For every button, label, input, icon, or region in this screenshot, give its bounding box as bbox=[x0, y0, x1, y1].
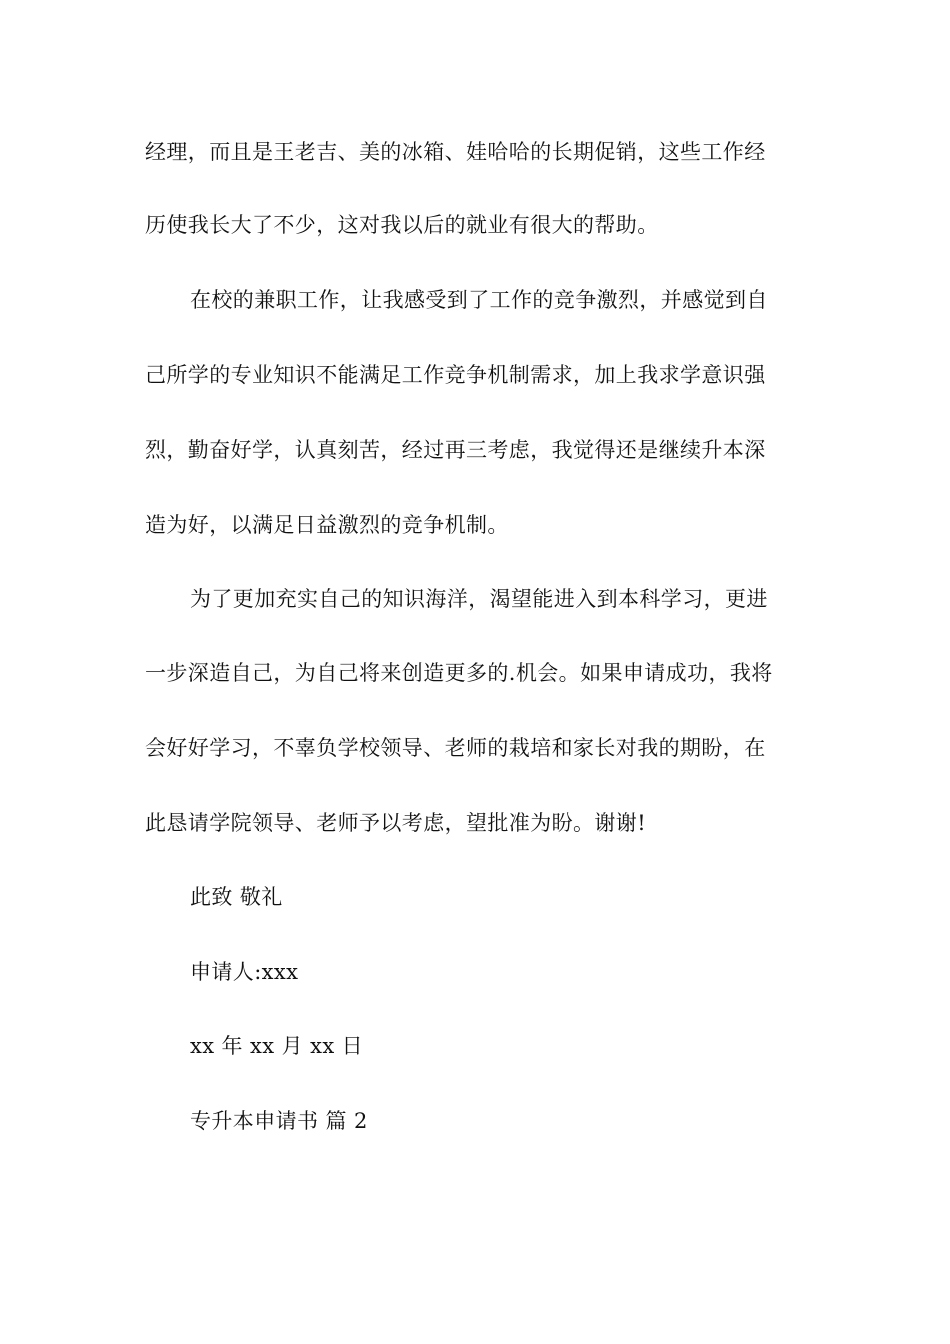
paragraph-line: 会好好学习，不辜负学校领导、老师的栽培和家长对我的期盼，在 bbox=[145, 736, 766, 760]
paragraph-line: 经理，而且是王老吉、美的冰箱、娃哈哈的长期促销，这些工作经 bbox=[145, 140, 766, 164]
paragraph-line: 此恳请学院领导、老师予以考虑，望批准为盼。谢谢! bbox=[145, 811, 647, 835]
paragraph-line: 己所学的专业知识不能满足工作竞争机制需求，加上我求学意识强 bbox=[145, 363, 766, 387]
section-heading: 专升本申请书 篇 2 bbox=[190, 1109, 368, 1133]
paragraph-line: 一步深造自己，为自己将来创造更多的.机会。如果申请成功，我将 bbox=[145, 661, 773, 685]
applicant-signature: 申请人:xxx bbox=[190, 960, 299, 984]
closing-salutation: 此致 敬礼 bbox=[190, 885, 283, 909]
paragraph-line: 在校的兼职工作，让我感受到了工作的竞争激烈，并感觉到自 bbox=[190, 288, 768, 312]
date-line: xx 年 xx 月 xx 日 bbox=[190, 1034, 364, 1058]
paragraph-line: 烈，勤奋好学，认真刻苦，经过再三考虑，我觉得还是继续升本深 bbox=[145, 438, 766, 462]
paragraph-line: 历使我长大了不少，这对我以后的就业有很大的帮助。 bbox=[145, 213, 659, 237]
paragraph-line: 为了更加充实自己的知识海洋，渴望能进入到本科学习，更进 bbox=[190, 587, 768, 611]
paragraph-line: 造为好，以满足日益激烈的竞争机制。 bbox=[145, 513, 509, 537]
